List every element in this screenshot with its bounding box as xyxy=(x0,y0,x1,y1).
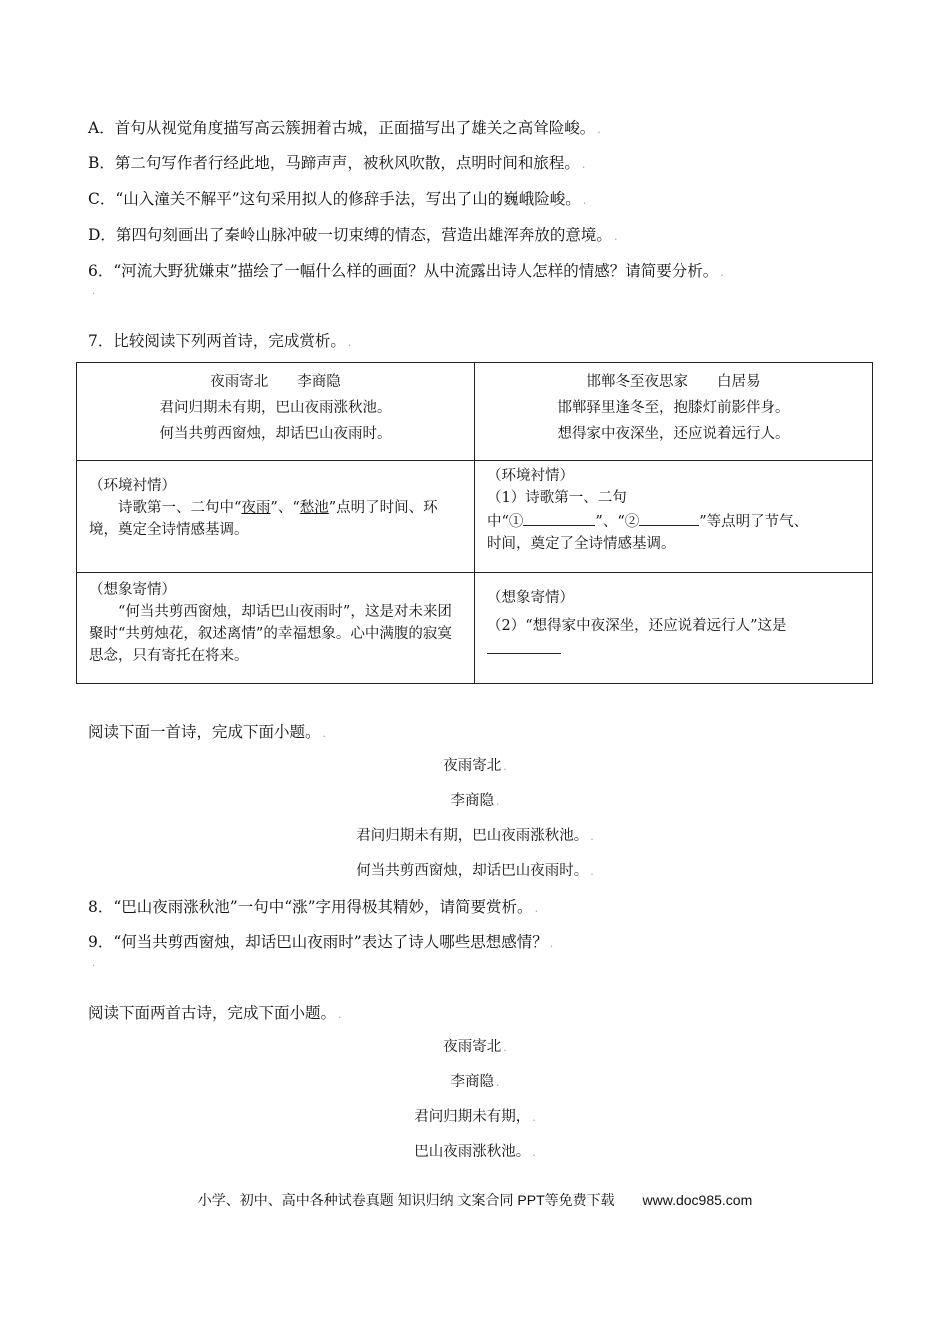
env-left-cell xyxy=(77,461,475,573)
section3-poem-title: 夜雨寄北 . xyxy=(443,1039,507,1055)
env-label-right: （环境衬情） xyxy=(487,468,574,484)
answer-blank-1[interactable] xyxy=(523,509,595,526)
footer-url[interactable]: www.doc985.com xyxy=(642,1192,753,1208)
env-right-line3: 时间，奠定了全诗情感基调。 xyxy=(487,536,676,552)
paragraph-mark: . xyxy=(92,958,96,969)
section2-poem-author: 李商隐 . xyxy=(450,793,500,809)
option-c: C．“山入潼关不解平”这句采用拟人的修辞手法，写出了山的巍峨险峻。 . xyxy=(88,190,587,208)
env-right-line2: 中“① ”、“② ”等点明了节气、 xyxy=(487,509,862,533)
env-left-text: 诗歌第一、二句中“夜雨”、“愁池”点明了时间、环境，奠定全诗情感基调。 xyxy=(89,500,438,538)
option-d: D．第四句刻画出了秦岭山脉冲破一切束缚的情态，营造出雄浑奔放的意境。 . xyxy=(88,226,618,244)
img-right-text: （2）“想得家中夜深坐，还应说着远行人”这是 xyxy=(487,618,787,634)
img-label-right: （想象寄情） xyxy=(487,590,574,606)
option-a: A．首句从视觉角度描写高云簇拥着古城，正面描写出了雄关之高耸险峻。 . xyxy=(88,119,601,137)
poem-right-cell xyxy=(475,363,873,461)
env-right-line1: （1）诗歌第一、二句 xyxy=(487,490,627,506)
paragraph-mark: . xyxy=(92,286,96,297)
question-6: 6．“河流大野犹嫌束”描绘了一幅什么样的画面？从中流露出诗人怎样的情感？请简要分析。 . xyxy=(88,262,724,280)
section2-poem-title: 夜雨寄北 . xyxy=(443,758,507,774)
poem-right-title: 邯郸冬至夜思家 白居易 xyxy=(586,374,761,390)
poem-left-title: 夜雨寄北 李商隐 xyxy=(210,374,341,390)
img-right-cell xyxy=(475,573,873,684)
page-footer xyxy=(0,1190,950,1210)
poem-right-line2: 想得家中夜深坐，还应说着远行人。 xyxy=(557,426,790,442)
section3-poem-author: 李商隐 . xyxy=(450,1074,500,1090)
section3-poem-line2: 巴山夜雨涨秋池。 . xyxy=(414,1144,536,1160)
poem-left-line1: 君问归期未有期，巴山夜雨涨秋池。 xyxy=(159,400,392,416)
env-label-left: （环境衬情） xyxy=(89,478,176,494)
env-right-cell xyxy=(475,461,873,573)
section3-poem-line1: 君问归期未有期， . xyxy=(414,1109,536,1125)
poem-left-cell xyxy=(77,363,475,461)
section2-intro: 阅读下面一首诗，完成下面小题。 . xyxy=(88,723,327,741)
section2-poem-line2: 何当共剪西窗烛，却话巴山夜雨时。 . xyxy=(356,863,594,879)
img-left-text: “何当共剪西窗烛，却话巴山夜雨时”，这是对未来团聚时“共剪烛花，叙述离情”的幸福想象。心中满腹的寂寞思念，只有寄托在将来。 xyxy=(89,604,452,664)
answer-blank-3[interactable] xyxy=(487,637,862,661)
poem-right-line1: 邯郸驿里逢冬至，抱膝灯前影伴身。 xyxy=(557,400,790,416)
img-label-left: （想象寄情） xyxy=(89,582,176,598)
img-left-cell xyxy=(77,573,475,684)
section3-intro: 阅读下面两首古诗，完成下面小题。 . xyxy=(88,1004,342,1022)
option-b: B．第二句写作者行经此地，马蹄声声，被秋风吹散，点明时间和旅程。 . xyxy=(88,154,586,172)
footer-text: 小学、初中、高中各种试卷真题 知识归纳 文案合同 PPT等免费下载 xyxy=(197,1192,615,1208)
question-7: 7．比较阅读下列两首诗，完成赏析。 . xyxy=(88,332,352,350)
poem-left-line2: 何当共剪西窗烛，却话巴山夜雨时。 xyxy=(159,426,392,442)
comparison-table xyxy=(76,362,873,684)
section2-poem-line1: 君问归期未有期，巴山夜雨涨秋池。 . xyxy=(356,828,594,844)
answer-blank-2[interactable] xyxy=(639,509,699,526)
question-9: 9．“何当共剪西窗烛，却话巴山夜雨时”表达了诗人哪些思想感情？ . xyxy=(88,933,554,951)
question-8: 8．“巴山夜雨涨秋池”一句中“涨”字用得极其精妙，请简要赏析。 . xyxy=(88,898,539,916)
